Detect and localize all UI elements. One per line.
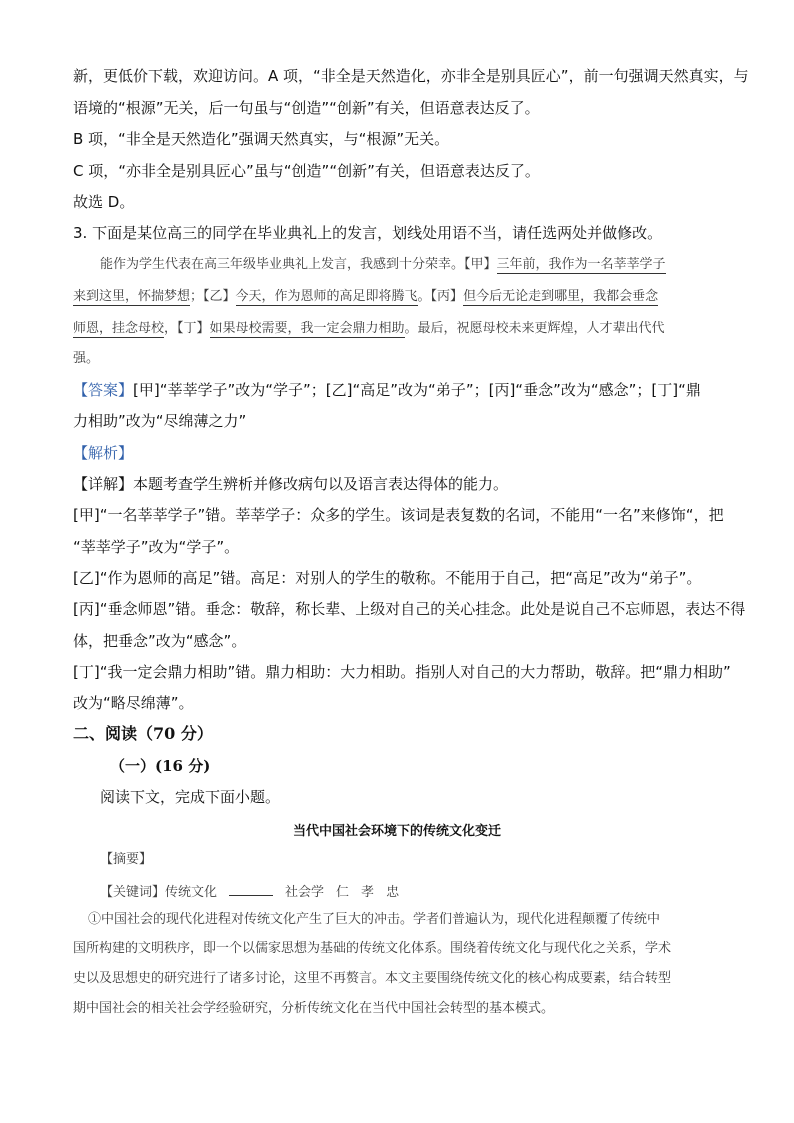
keyword: 社会学 — [285, 885, 325, 900]
underlined-phrase-yi: 今天，作为恩师的高足即将腾飞 — [235, 289, 418, 304]
passage-text: 能作为学生代表在高三年级毕业典礼上发言，我感到十分荣幸。【甲】 — [100, 257, 497, 272]
underlined-phrase-jia: 三年前，我作为一名莘莘学子 — [496, 257, 666, 272]
analysis-line: [丁]“我一定会鼎力相助”错。鼎力相助：大力相助。指别人对自己的大力帮助，敬辞。把“鼎力相助” — [73, 663, 731, 681]
passage-line — [100, 256, 750, 274]
keywords-line — [100, 881, 750, 902]
passage-text: ，【丁】 — [164, 321, 210, 336]
passage-text: 。最后，祝愿母校未来更辉煌，人才辈出代代 — [404, 321, 665, 336]
keywords-label: 【关键词】传统文化 — [100, 885, 218, 900]
text-line: 故选 D。 — [73, 193, 135, 211]
instruction: 阅读下文，完成下面小题。 — [100, 788, 281, 806]
body-line: 史以及思想史的研究进行了诸多讨论，这里不再赘言。本文主要围绕传统文化的核心构成要素，结合转型 — [73, 971, 672, 986]
subsection-heading: （一）(16 分) — [110, 757, 211, 775]
analysis-line: [丙]“垂念师恩”错。垂念：敬辞，称长辈、上级对自己的关心挂念。此处是说自己不忘师恩，表达不得 — [73, 600, 746, 618]
analysis-line: 改为“略尽绵薄”。 — [73, 694, 194, 712]
underlined-phrase-bing: 但今后无论走到哪里，我都会垂念 — [463, 289, 659, 304]
keyword: 忠 — [386, 885, 400, 900]
passage-line — [73, 320, 723, 338]
analysis-line: [甲]“一名莘莘学子”错。莘莘学子：众多的学生。该词是表复数的名词，不能用“一名”来修饰“，把 — [73, 506, 724, 524]
section-heading: 二、阅读（70 分） — [73, 724, 213, 743]
article-title: 当代中国社会环境下的传统文化变迁 — [292, 824, 501, 839]
underlined-phrase-bing-cont: 师恩，挂念母校 — [73, 321, 165, 336]
answer-line: 力相助”改为“尽绵薄之力” — [73, 412, 247, 430]
text-line: 语境的“根源”无关，后一句虽与“创造”“创新”有关，但语意表达反了。 — [73, 99, 540, 117]
passage-line — [73, 288, 723, 306]
analysis-line: 体，把垂念”改为“感念”。 — [73, 632, 247, 650]
body-line: 国所构建的文明秩序，即一个以儒家思想为基础的传统文化体系。围绕着传统文化与现代化之关系，学术 — [73, 941, 672, 956]
abstract-label: 【摘要】 — [100, 852, 153, 867]
answer-text: [甲]“莘莘学子”改为“学子”；[乙]“高足”改为“弟子”；[丙]“垂念”改为“感念”；[丁]“鼎 — [133, 381, 701, 399]
passage-text: 。【丙】 — [417, 289, 464, 304]
keyword: 孝 — [361, 885, 375, 900]
answer-line — [73, 380, 723, 400]
text-line: 新，更低价下载，欢迎访问。A 项，“非全是天然造化，亦非全是别具匠心”，前一句强调天然真实，与 — [73, 67, 749, 85]
question-3: 3. 下面是某位高三的同学在毕业典礼上的发言，划线处用语不当，请任选两处并做修改。 — [73, 224, 663, 242]
passage-line: 强。 — [73, 351, 100, 366]
body-line: 期中国社会的相关社会学经验研究，分析传统文化在当代中国社会转型的基本模式。 — [73, 1001, 555, 1016]
keyword: 仁 — [336, 885, 350, 900]
analysis-tag: 【解析】 — [73, 444, 134, 462]
analysis-line: 【详解】本题考查学生辨析并修改病句以及语言表达得体的能力。 — [73, 475, 509, 493]
underlined-phrase-jia-cont: 来到这里，怀揣梦想 — [73, 289, 191, 304]
text-line: B 项，“非全是天然造化”强调天然真实，与“根源”无关。 — [73, 130, 450, 148]
body-line: ①中国社会的现代化进程对传统文化产生了巨大的冲击。学者们普遍认为，现代化进程颠覆了传统中 — [88, 912, 661, 927]
answer-tag: 【答案】 — [73, 381, 134, 399]
blank-fill — [229, 881, 273, 896]
underlined-phrase-ding: 如果母校需要，我一定会鼎力相助 — [209, 321, 405, 336]
passage-text: ；【乙】 — [190, 289, 236, 304]
analysis-line: “莘莘学子”改为“学子”。 — [73, 538, 240, 556]
text-line: C 项，“亦非全是别具匠心”虽与“创造”“创新”有关，但语意表达反了。 — [73, 162, 540, 180]
analysis-line: [乙]“作为恩师的高足”错。高足：对别人的学生的敬称。不能用于自己，把“高足”改为“弟子”。 — [73, 569, 702, 587]
